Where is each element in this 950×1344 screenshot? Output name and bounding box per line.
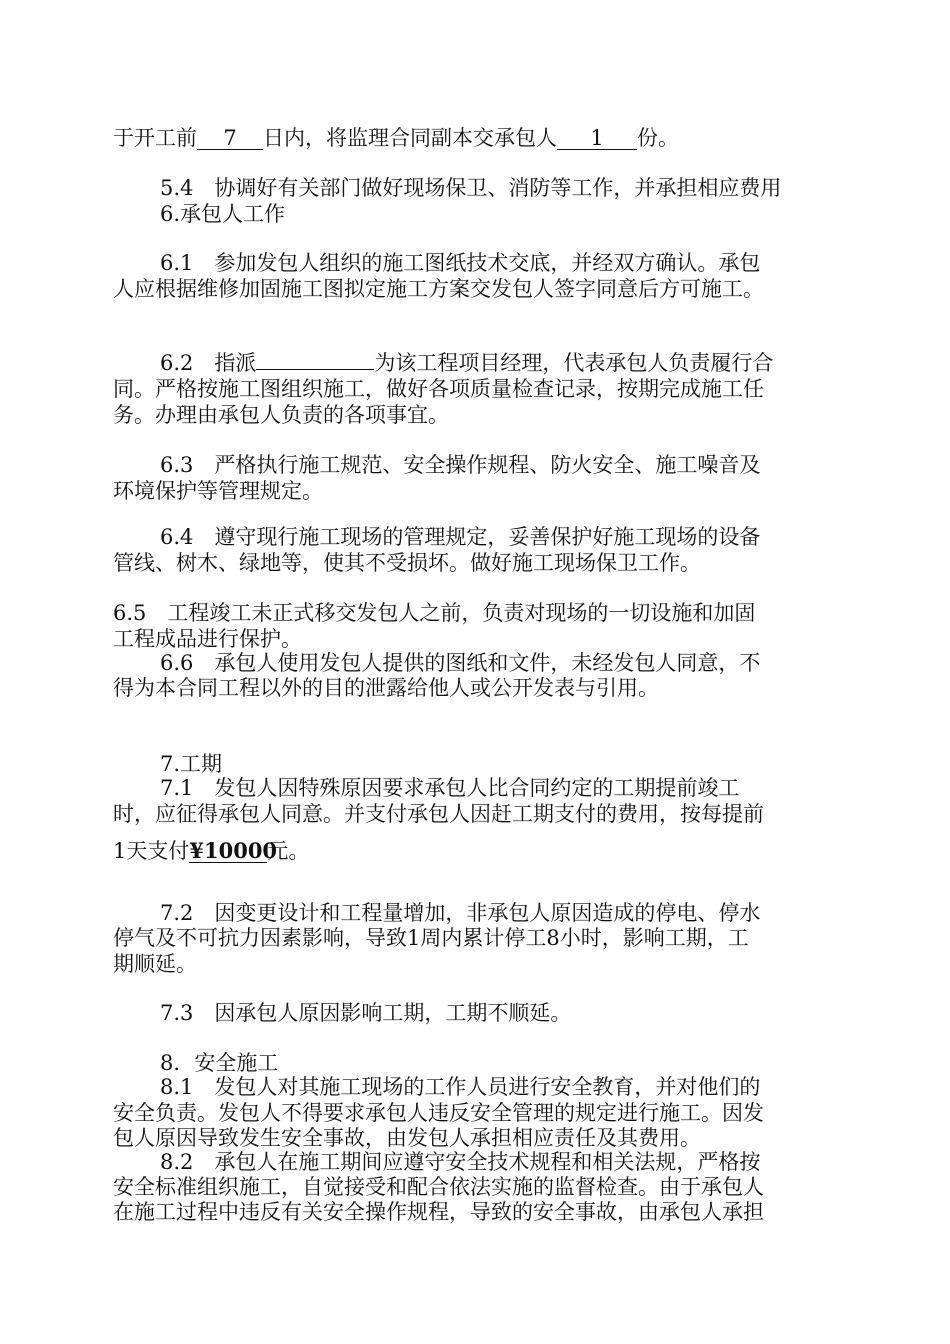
clause-6-1: 6.1 参加发包人组织的施工图纸技术交底，并经双方确认。承包 — [160, 251, 761, 275]
clause-7-3: 7.3 因承包人原因影响工期，工期不顺延。 — [160, 1001, 572, 1025]
text-line-start-date — [113, 125, 679, 151]
clause-6-4-cont: 管线、树木、绿地等，使其不受损坏。做好施工现场保卫工作。 — [113, 551, 701, 575]
text-segment: 份。 — [637, 126, 679, 150]
clause-8-1-cont: 包人原因导致发生安全事故，由发包人承担相应责任及其费用。 — [113, 1126, 701, 1150]
clause-6-6: 6.6 承包人使用发包人提供的图纸和文件，未经发包人同意，不 — [160, 651, 761, 675]
clause-6-3-cont: 环境保护等管理规定。 — [113, 479, 323, 503]
clause-6-2-cont: 同。严格按施工图组织施工，做好各项质量检查记录，按期完成施工任 — [113, 377, 764, 401]
text-segment: 元。 — [267, 839, 310, 863]
clause-7-2-cont: 停气及不可抗力因素影响，导致1周内累计停工8小时，影响工期，工 — [113, 926, 749, 950]
text-segment: 6.2 指派 — [160, 351, 257, 375]
clause-8-2-cont: 在施工过程中违反有关安全操作规程，导致的安全事故，由承包人承担 — [113, 1200, 764, 1224]
section-6-heading: 6.承包人工作 — [160, 202, 286, 226]
clause-7-1: 7.1 发包人因特殊原因要求承包人比合同约定的工期提前竣工 — [160, 776, 740, 800]
clause-6-5-cont: 工程成品进行保护。 — [113, 627, 302, 651]
section-7-heading: 7.工期 — [160, 752, 223, 776]
clause-7-1-payment — [113, 838, 309, 864]
text-segment: 于开工前 — [113, 126, 197, 150]
clause-8-2-cont: 安全标准组织施工，自觉接受和配合依法实施的监督检查。由于承包人 — [113, 1175, 764, 1199]
clause-6-2-cont: 务。办理由承包人负责的各项事宜。 — [113, 403, 449, 427]
clause-6-2 — [160, 350, 773, 376]
clause-6-3: 6.3 严格执行施工规范、安全操作规程、防火安全、施工噪音及 — [160, 453, 761, 477]
blank-manager-field — [256, 369, 374, 370]
clause-6-4: 6.4 遵守现行施工现场的管理规定，妥善保护好施工现场的设备 — [160, 525, 761, 549]
clause-7-1-cont: 时，应征得承包人同意。并支付承包人因赶工期支付的费用，按每提前 — [113, 802, 764, 826]
blank-amount-field: ¥10000 — [189, 838, 278, 863]
section-8-heading: 8．安全施工 — [160, 1051, 279, 1075]
clause-5-4: 5.4 协调好有关部门做好现场保卫、消防等工作，并承担相应费用 — [160, 176, 782, 200]
clause-6-1-cont: 人应根据维修加固施工图拟定施工方案交发包人签字同意后方可施工。 — [113, 277, 764, 301]
clause-6-5: 6.5 工程竣工未正式移交发包人之前，负责对现场的一切设施和加固 — [113, 601, 756, 625]
clause-6-6-cont: 得为本合同工程以外的目的泄露给他人或公开发表与引用。 — [113, 676, 659, 700]
text-segment: 1天支付 — [113, 839, 190, 863]
clause-8-1-cont: 安全负责。发包人不得要求承包人违反安全管理的规定进行施工。因发 — [113, 1101, 764, 1125]
blank-days-field: 7 — [197, 127, 263, 150]
clause-8-1: 8.1 发包人对其施工现场的工作人员进行安全教育，并对他们的 — [160, 1075, 761, 1099]
clause-8-2: 8.2 承包人在施工期间应遵守安全技术规程和相关法规，严格按 — [160, 1150, 761, 1174]
blank-copies-field: 1 — [557, 127, 637, 150]
clause-7-2: 7.2 因变更设计和工程量增加，非承包人原因造成的停电、停水 — [160, 901, 761, 925]
text-segment: 日内，将监理合同副本交承包人 — [263, 126, 557, 150]
clause-7-2-cont: 期顺延。 — [113, 952, 197, 976]
text-segment: 为该工程项目经理，代表承包人负责履行合 — [374, 351, 774, 375]
